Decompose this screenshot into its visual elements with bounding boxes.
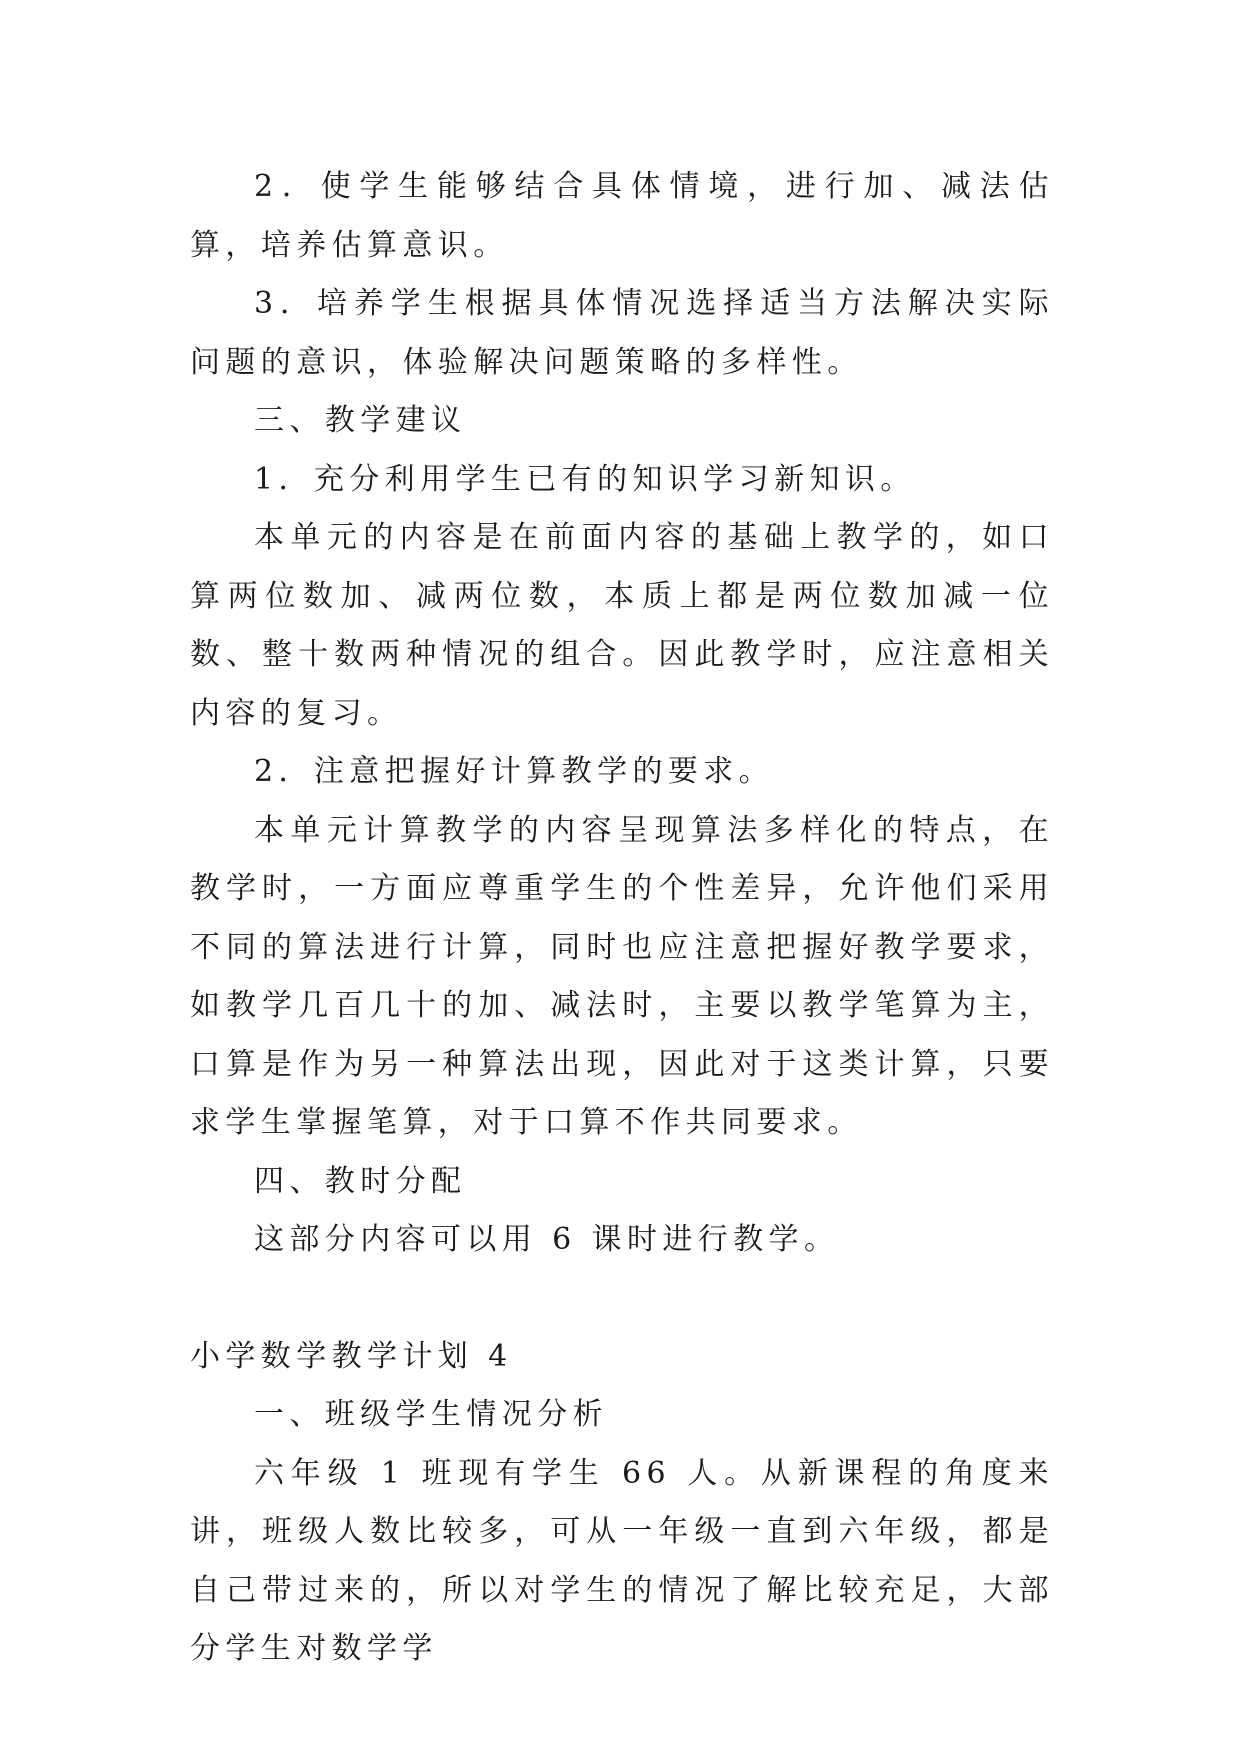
paragraph: 这部分内容可以用 6 课时进行教学。 [254,1222,840,1257]
paragraph: 本单元计算教学的内容呈现算法多样化的特点，在教学时，一方面应尊重学生的个性差异，允许他们采用不同的算法进行计算，同时也应注意把握好教学要求，如教学几百几十的加、减法时，主要以教学笔算为主，口算是作为另一种算法出现，因此对于这类计算，只要求学生掌握笔算，对于口算不作共同要求。 [190,812,1054,1140]
paragraph: 2．注意把握好计算教学的要求。 [254,754,775,789]
document-section-title: 小学数学教学计划 4 [190,1338,513,1374]
paragraph: 1．充分利用学生已有的知识学习新知识。 [254,461,916,497]
paragraph: 2．使学生能够结合具体情境，进行加、减法估算，培养估算意识。 [190,169,1054,263]
section-heading: 四、教时分配 [254,1163,467,1199]
paragraph: 六年级 1 班现有学生 66 人。从新课程的角度来讲，班级人数比较多，可从一年级一直到六年级，都是自己带过来的，所以对学生的情况了解比较充足，大部分学生对数学学 [190,1455,1054,1666]
section-heading: 三、教学建议 [254,403,467,438]
section-heading: 一、班级学生情况分析 [254,1397,608,1432]
paragraph: 3．培养学生根据具体情况选择适当方法解决实际问题的意识，体验解决问题策略的多样性。 [190,286,1054,380]
document-body [190,158,1054,1679]
section-spacer [190,1270,1054,1328]
paragraph: 本单元的内容是在前面内容的基础上教学的，如口算两位数加、减两位数，本质上都是两位数加减一位数、整十数两种情况的组合。因此教学时，应注意相关内容的复习。 [190,520,1054,731]
